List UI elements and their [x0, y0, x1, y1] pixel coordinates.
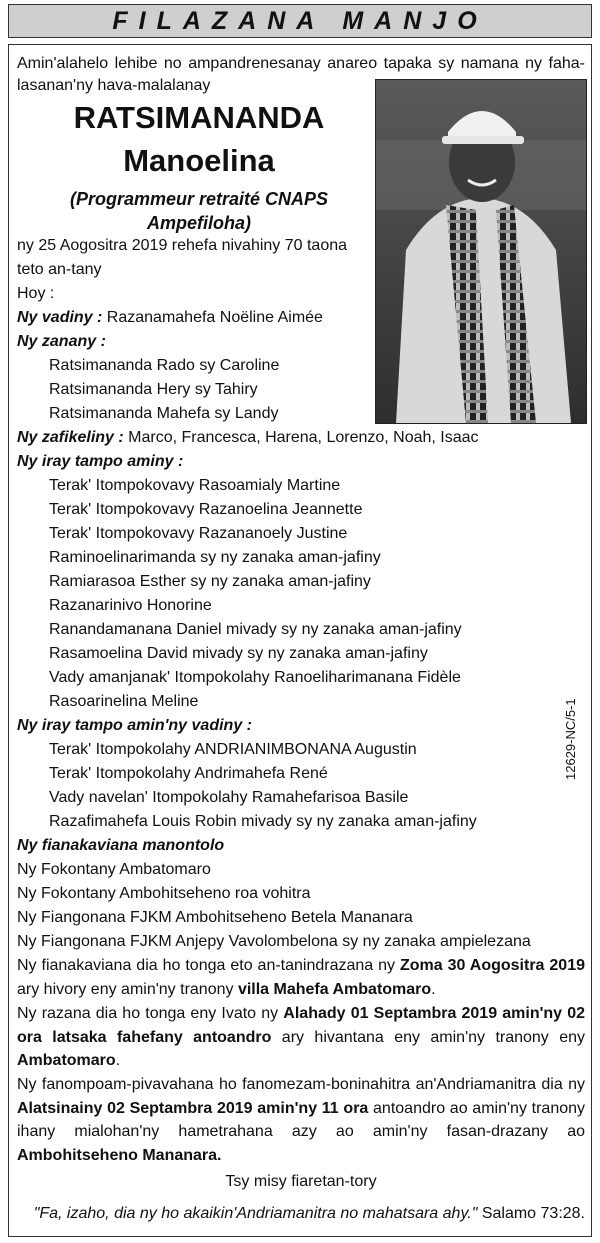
- para-text: Ny fanompoam-pivavahana ho fanomezam-boninahitra an'Andriamanitra dia ny: [17, 1076, 585, 1093]
- list-item: Ratsimananda Mahefa sy Landy: [49, 405, 279, 422]
- intro-text: Amin'alahelo lehibe no ampandrenesanay anareo tapaka sy namana ny faha-lasanan'ny hava-malalanay: [17, 55, 585, 94]
- spouse-line: [17, 307, 323, 329]
- reference-code: 12629-NC/5-1: [563, 698, 578, 780]
- family-label-text: Ny fianakaviana manontolo: [17, 837, 225, 854]
- grandchildren-line: [17, 427, 479, 449]
- para-text: ary hivory eny amin'ny tranony: [17, 980, 238, 998]
- para-text: antoandro ao amin'ny tranony ihany mialohan'ny hametrahana azy ao amin'ny fasan-drazany ao: [17, 1099, 586, 1140]
- hoy-label: Hoy :: [17, 285, 55, 302]
- deceased-photo: [375, 79, 587, 424]
- list-item: Ny Fiangonana FJKM Ambohitseheno Betela Mananara: [17, 909, 413, 926]
- list-item: Rasamoelina David mivady sy ny zanaka aman-jafiny: [49, 645, 428, 662]
- children-label: [17, 331, 106, 353]
- list-item: Terak' Itompokovavy Rasoamialy Martine: [49, 477, 341, 494]
- list-item: Terak' Itompokovavy Razanoelina Jeannette: [49, 501, 363, 518]
- para-text: Ny razana dia ho tonga eny Ivato ny: [17, 1005, 284, 1022]
- list-item: Ny Fokontany Ambatomaro: [17, 861, 211, 878]
- para-bold: Ambatomaro: [17, 1052, 116, 1069]
- para-bold: villa Mahefa Ambatomaro: [237, 980, 432, 998]
- deceased-surname: RATSIMANANDA: [73, 100, 325, 135]
- list-item: Terak' Itompokovavy Razananoely Justine: [49, 525, 348, 542]
- deceased-role: (Programmeur retraité CNAPS: [69, 189, 329, 209]
- notice-header: [8, 4, 592, 38]
- body-arrival-paragraph: [17, 1002, 585, 1073]
- list-item: Vady navelan' Itompokolahy Ramahefarisoa Basile: [49, 789, 409, 806]
- siblings-label-text: Ny iray tampo aminy :: [17, 453, 184, 470]
- deceased-given-name: Manoelina: [123, 143, 275, 178]
- para-text: .: [115, 1052, 121, 1069]
- grandchildren-label: Ny zafikeliny :: [17, 429, 124, 446]
- arrival-paragraph: [17, 954, 585, 1001]
- spouse-label: Ny vadiny :: [17, 309, 103, 326]
- para-bold: Alahady 01 Septambra 2019 amin'ny 02 ora latsaka fahefany antoandro: [17, 1005, 586, 1046]
- list-item: Terak' Itompokolahy Andrimahefa René: [49, 765, 328, 782]
- para-bold: Zoma 30 Aogositra 2019: [400, 957, 585, 974]
- list-item: Razanarinivo Honorine: [49, 597, 212, 614]
- list-item: Raminoelinarimanda sy ny zanaka aman-jafiny: [49, 549, 381, 566]
- siblings-label: [17, 451, 183, 473]
- list-item: Ny Fiangonana FJKM Anjepy Vavolombelona sy ny zanaka ampielezana: [17, 933, 531, 950]
- list-item: Razafimahefa Louis Robin mivady sy ny zanaka aman-jafiny: [49, 813, 477, 830]
- notice-title: FILAZANA MANJO: [112, 6, 488, 35]
- list-item: Ranandamanana Daniel mivady sy ny zanaka aman-jafiny: [49, 621, 462, 638]
- quote-reference: Salamo 73:28.: [477, 1205, 585, 1222]
- notice-box: [8, 44, 592, 1237]
- bible-quote: [17, 1205, 585, 1223]
- spouse-siblings-label-text: Ny iray tampo amin'ny vadiny :: [17, 717, 252, 734]
- para-text: .: [431, 980, 436, 998]
- list-item: Rasoarinelina Meline: [49, 693, 199, 710]
- list-item: Ratsimananda Hery sy Tahiry: [49, 381, 258, 398]
- family-label: [17, 835, 224, 857]
- list-item: Vady amanjanak' Itompokolahy Ranoeliharimanana Fidèle: [49, 669, 461, 686]
- list-item: Ny Fokontany Ambohitseheno roa vohitra: [17, 885, 311, 902]
- list-item: Terak' Itompokolahy ANDRIANIMBONANA Augustin: [49, 741, 417, 758]
- list-item: Ratsimananda Rado sy Caroline: [49, 357, 280, 374]
- spouse-name: Razanamahefa Noëline Aimée: [102, 309, 323, 326]
- spouse-siblings-label: [17, 715, 252, 737]
- para-text: ary hivantana eny amin'ny tranony eny: [271, 1028, 586, 1046]
- death-date-line-2: teto an-tany: [17, 261, 102, 278]
- para-text: Ny fianakaviana dia ho tonga eto an-tanindrazana ny: [17, 957, 400, 974]
- service-paragraph: [17, 1073, 585, 1167]
- para-bold: Alatsinainy 02 Septambra 2019 amin'ny 11 ora: [17, 1099, 369, 1117]
- deceased-role-place: Ampefiloha): [146, 213, 251, 233]
- quote-text: "Fa, izaho, dia ny ho akaikin'Andriamanitra no mahatsara ahy.": [33, 1205, 478, 1222]
- list-item: Ramiarasoa Esther sy ny zanaka aman-jafiny: [49, 573, 371, 590]
- no-flowers-note: Tsy misy fiaretan-tory: [225, 1173, 377, 1190]
- para-bold: Ambohitseheno Mananara.: [17, 1146, 222, 1164]
- death-date-line: ny 25 Aogositra 2019 rehefa nivahiny 70 taona: [17, 237, 348, 254]
- grandchildren-names: Marco, Francesca, Harena, Lorenzo, Noah, Isaac: [123, 429, 479, 446]
- children-label-text: Ny zanany :: [17, 333, 106, 350]
